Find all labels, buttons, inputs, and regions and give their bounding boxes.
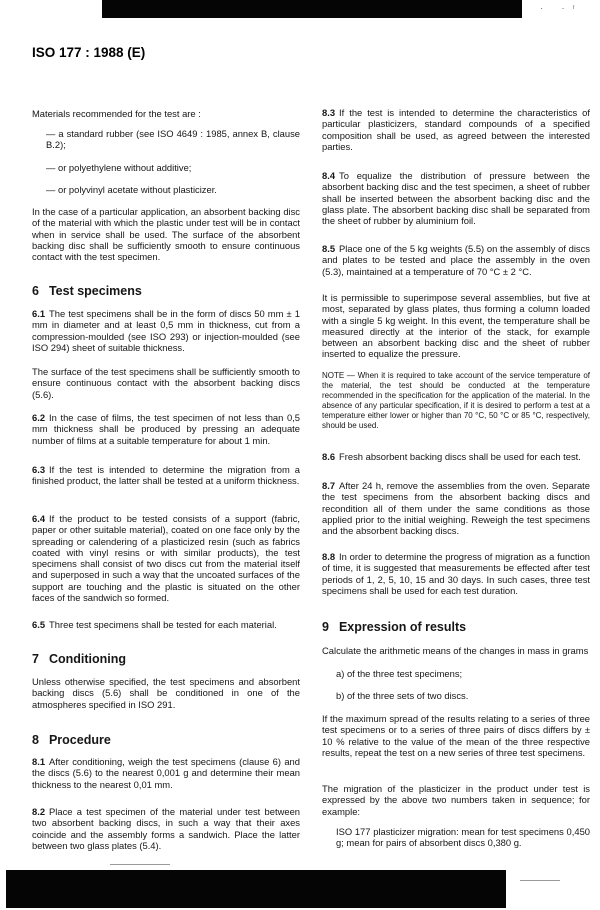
section-heading-9: 9 Expression of results [322,620,467,634]
clause-9-intro: Calculate the arithmetic means of the changes in mass in grams [322,645,589,656]
material-item-3: — or polyvinyl acetate without plasticizer. [46,184,217,195]
clause-6-5: 6.5 Three test specimens shall be tested for each material. [32,619,277,630]
bottom-black-bar [6,870,506,908]
materials-intro: Materials recommended for the test are : [32,108,201,119]
clause-9-item-b: b) of the three sets of two discs. [336,690,469,701]
clause-9-expression: The migration of the plasticizer in the product under test is expressed by the above two numbers taken in sequence; for example: [322,783,590,817]
material-item-2: — or polyethylene without additive; [46,162,192,173]
section-heading-6: 6 Test specimens [32,284,142,298]
clause-9-example: ISO 177 plasticizer migration: mean for test specimens 0,450 g; mean for pairs of absorbent discs 0,380 g. [336,826,590,849]
clause-6-1: 6.1 The test specimens shall be in the form of discs 50 mm ± 1 mm in diameter and at least 0,5 mm in thickness, cut from a compression-moulded (see ISO 293) or injection-moulded (see ISO 294) sheet of suitable thickness. [32,308,300,353]
clause-6-2: 6.2 In the case of films, the test specimen of not less than 0,5 mm thickness shall be produced by pressing an adequate number of films at a suitable temperature for about 1 min. [32,412,300,446]
clause-8-3: 8.3 If the test is intended to determine the characteristics of particular plasticizers, standard compounds of a specified composition shall be used, as agreed between the interested parties. [322,107,590,152]
clause-8-2: 8.2 Place a test specimen of the material under test between two absorbent backing discs, in such a way that their axes coincide and the assembly forms a sandwich. Place the latter between two glass plates (5.4). [32,806,300,851]
clause-8-6: 8.6 Fresh absorbent backing discs shall be used for each test. [322,451,581,462]
page-header: ISO 177 : 1988 (E) [32,45,146,60]
clause-6-3: 6.3 If the test is intended to determine the migration from a finished product, the latter shall be tested at a uniform thickness. [32,464,300,487]
scan-marks: · ·ʳ [540,3,583,13]
section-heading-7: 7 Conditioning [32,652,127,666]
clause-8-5: 8.5 Place one of the 5 kg weights (5.5) on the assembly of discs and plates to be tested and place the assembly in the oven (5.3), maintained at a temperature of 70 °C ± 2 °C. [322,243,590,277]
footer-rule-right [520,880,560,881]
note-service-temperature: NOTE — When it is required to take account of the service temperature of the material, the test should be conducted at the temperature recommended in the specification for the application of the material. In the absence of any particular specification, if it is desired to perform a test at a temperature either lower or higher than 70 °C, 50 °C or 85 °C, respectively, should be used. [322,371,590,431]
clause-6-1-surface: The surface of the test specimens shall be sufficiently smooth to ensure continuous contact with the absorbent backing discs (5.6). [32,366,300,400]
clause-8-5-stacking: It is permissible to superimpose several assemblies, but five at most, separated by glass plates, thus forming a column loaded with a single 5 kg weight. In this event, the temperature shall be measured directly at the interior of the stack, for example between an absorbent backing disc and the sheet of rubber inserted to equalize the pressure. [322,292,590,360]
clause-9-spread: If the maximum spread of the results relating to a series of three test specimens or to a series of three pairs of discs differs by ± 10 % relative to the value of the mean of the three respective results, repeat the test on a new series of three test specimens. [322,713,590,758]
top-black-bar [102,0,522,18]
clause-8-4: 8.4 To equalize the distribution of pressure between the absorbent backing disc and the test specimen, a sheet of rubber shall be inserted between the absorbent backing disc and the glass plate. The absorbent backing disc shall be separated from the sheet of rubber by aluminium foil. [322,170,590,227]
clause-6-4: 6.4 If the product to be tested consists of a support (fabric, paper or other suitable material), coated on one face only by the spreading or calendering of a plasticized resin (such as fabrics coated with vinyl resins or with similar products), the test specimens shall consist of two discs cut from the material itself and superposed in such a way that the uncoated surfaces of the support are touching and the plastic is situated on the other faces of the sandwich so formed. [32,513,300,604]
clause-9-item-a: a) of the three test specimens; [336,668,463,679]
particular-application-para: In the case of a particular application, an absorbent backing disc of the material with which the plastic under test will be in contact when in service shall be used. The surface of the absorbent backing disc shall be sufficiently smooth to ensure continuous contact with the test specimen. [32,206,300,263]
clause-8-1: 8.1 After conditioning, weigh the test specimens (clause 6) and the discs (5.6) to the nearest 0,001 g and determine their mean thickness to the nearest 0,01 mm. [32,756,300,790]
section-heading-8: 8 Procedure [32,733,111,747]
clause-7: Unless otherwise specified, the test specimens and absorbent backing discs (5.6) shall be conditioned in one of the atmospheres specified in ISO 291. [32,676,300,710]
footer-rule [110,864,170,865]
clause-8-7: 8.7 After 24 h, remove the assemblies from the oven. Separate the test specimens from the absorbent backing discs and recondition all of them under the same conditions as those applied prior to the initial weighing. Reweigh the test specimens and the absorbent backing discs. [322,480,590,537]
material-item-1: — a standard rubber (see ISO 4649 : 1985, annex B, clause B.2); [46,128,300,151]
clause-8-8: 8.8 In order to determine the progress of migration as a function of time, it is suggested that measurements be effected after test periods of 1, 2, 5, 10, 15 and 30 days. In such cases, three test specimens shall be used for each test duration. [322,551,590,596]
